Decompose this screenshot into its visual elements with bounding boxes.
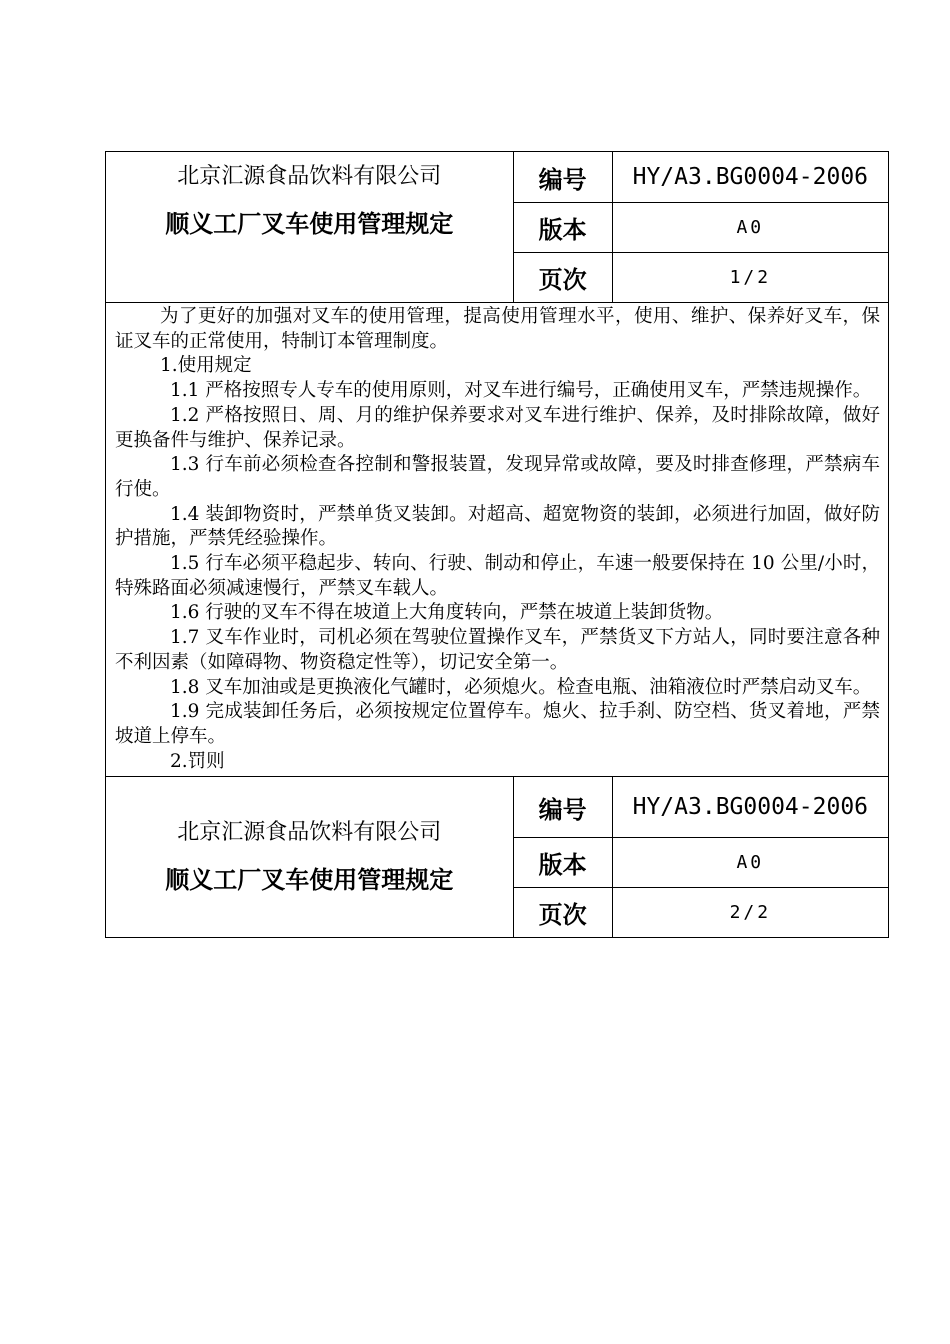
rule-item: 1.6 行驶的叉车不得在坡道上大角度转向，严禁在坡道上装卸货物。: [170, 602, 724, 624]
company-name: 北京汇源食品饮料有限公司: [177, 820, 442, 846]
document-title: 顺义工厂叉车使用管理规定: [165, 866, 454, 895]
page-value: 1/2: [612, 253, 888, 303]
intro-paragraph: 为了更好的加强对叉车的使用管理，提高使用管理水平，使用、维护、保养好叉车，保证叉车的正常使用，特制订本管理制度。: [115, 306, 880, 352]
rule-item: 1.3 行车前必须检查各控制和警报装置，发现异常或故障，要及时排查修理，严禁病车行使。: [115, 454, 880, 500]
section-heading: 2.罚则: [170, 750, 225, 772]
rule-item: 1.9 完成装卸任务后，必须按规定位置停车。熄火、拉手刹、防空档、货叉着地，严禁坡道上停车。: [115, 701, 880, 747]
code-value: HY/A3.BG0004-2006: [612, 152, 888, 203]
rule-item: 1.8 叉车加油或是更换液化气罐时，必须熄火。检查电瓶、油箱液位时严禁启动叉车。: [170, 676, 872, 698]
version-label: 版本: [513, 838, 612, 888]
version-value: A0: [612, 203, 888, 253]
version-label: 版本: [513, 203, 612, 253]
header-table-page-2: [105, 776, 889, 938]
code-label: 编号: [513, 152, 612, 203]
document: [105, 151, 889, 938]
code-label: 编号: [513, 777, 612, 838]
document-title: 顺义工厂叉车使用管理规定: [165, 210, 454, 238]
rule-item: 1.5 行车必须平稳起步、转向、行驶、制动和停止，车速一般要保持在 10 公里/小时，特殊路面必须减速慢行，严禁叉车载人。: [115, 553, 880, 599]
version-value: A0: [612, 838, 888, 888]
rule-item: 1.7 叉车作业时，司机必须在驾驶位置操作叉车，严禁货叉下方站人，同时要注意各种不利因素（如障碍物、物资稳定性等），切记安全第一。: [115, 627, 880, 673]
page-label: 页次: [513, 253, 612, 303]
rule-item: 1.1 严格按照专人专车的使用原则，对叉车进行编号，正确使用叉车，严禁违规操作。: [170, 380, 872, 402]
company-name: 北京汇源食品饮料有限公司: [177, 164, 442, 189]
page-label: 页次: [513, 888, 612, 938]
rule-item: 1.2 严格按照日、周、月的维护保养要求对叉车进行维护、保养，及时排除故障，做好更换备件与维护、保养记录。: [115, 404, 880, 451]
header-title-cell: [106, 152, 514, 303]
regulation-body: [105, 303, 889, 776]
rule-item: 1.4 装卸物资时，严禁单货叉装卸。对超高、超宽物资的装卸，必须进行加固，做好防护措施，严禁凭经验操作。: [115, 503, 880, 550]
section-heading: 1.使用规定: [160, 355, 252, 377]
header-title-cell: [106, 777, 514, 938]
header-table-page-1: [105, 151, 889, 303]
code-value: HY/A3.BG0004-2006: [612, 777, 888, 838]
page-value: 2/2: [612, 888, 888, 938]
